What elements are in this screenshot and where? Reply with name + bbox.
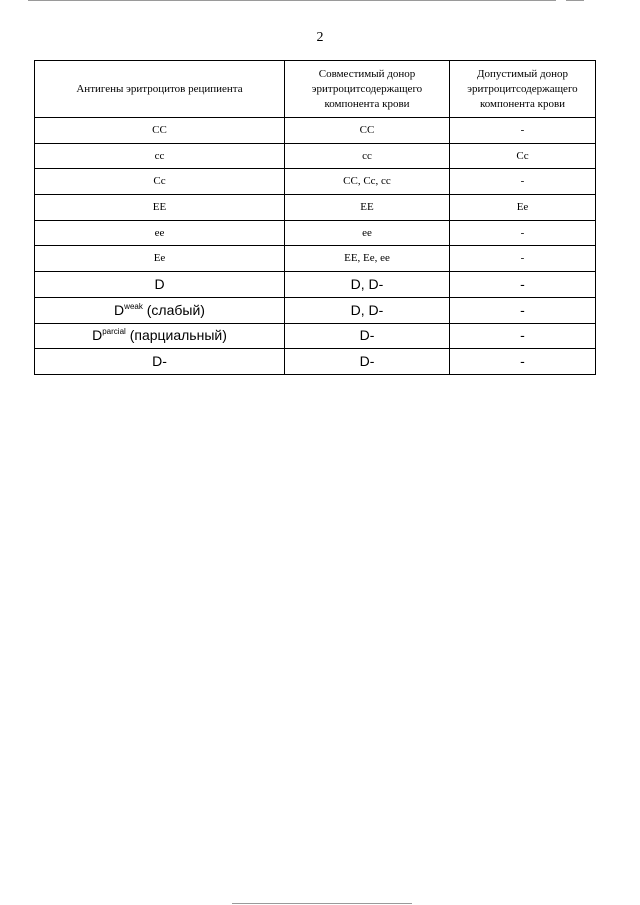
scan-top-rule xyxy=(28,0,556,1)
acceptable-cell: Ee xyxy=(450,195,596,221)
recipient-cell xyxy=(35,297,285,323)
table-row xyxy=(35,246,596,272)
compatible-cell: CC xyxy=(285,118,450,144)
acceptable-cell: - xyxy=(450,246,596,272)
recipient-cell: D- xyxy=(35,349,285,375)
recipient-cell xyxy=(35,323,285,349)
recipient-cell: Cc xyxy=(35,169,285,195)
recipient-base: D xyxy=(92,327,103,344)
table-row xyxy=(35,220,596,246)
recipient-base: D xyxy=(114,301,125,318)
table-row xyxy=(35,143,596,169)
scan-bottom-rule xyxy=(232,903,412,904)
compatible-cell: EE, Ee, ee xyxy=(285,246,450,272)
table-row xyxy=(35,195,596,221)
recipient-cell: cc xyxy=(35,143,285,169)
acceptable-cell: - xyxy=(450,272,596,298)
recipient-cell: CC xyxy=(35,118,285,144)
compatible-cell: ee xyxy=(285,220,450,246)
compatible-cell: D- xyxy=(285,349,450,375)
acceptable-cell: - xyxy=(450,220,596,246)
recipient-superscript: weak xyxy=(124,301,143,311)
acceptable-cell: - xyxy=(450,169,596,195)
compatible-cell: D, D- xyxy=(285,272,450,298)
compatible-cell: CC, Cc, cc xyxy=(285,169,450,195)
recipient-cell: EE xyxy=(35,195,285,221)
recipient-cell: D xyxy=(35,272,285,298)
table-header-row xyxy=(35,61,596,118)
table-row xyxy=(35,169,596,195)
page-number: 2 xyxy=(316,30,324,45)
table-row xyxy=(35,323,596,349)
recipient-superscript: parcial xyxy=(102,327,126,337)
compatible-cell: EE xyxy=(285,195,450,221)
recipient-suffix: (парциальный) xyxy=(125,327,227,344)
acceptable-cell: - xyxy=(450,118,596,144)
header-acceptable-donor: Допустимый донор эритроцитсодержащего компонента крови xyxy=(450,61,596,118)
acceptable-cell: Cc xyxy=(450,143,596,169)
table-row xyxy=(35,118,596,144)
antigen-compatibility-table xyxy=(34,60,596,375)
scan-top-rule-fragment xyxy=(566,0,584,1)
acceptable-cell: - xyxy=(450,323,596,349)
header-recipient-antigens: Антигены эритроцитов реципиента xyxy=(35,61,285,118)
recipient-suffix: (слабый) xyxy=(142,301,205,318)
acceptable-cell: - xyxy=(450,349,596,375)
header-compatible-donor: Совместимый донор эритроцитсодержащего компонента крови xyxy=(285,61,450,118)
acceptable-cell: - xyxy=(450,297,596,323)
table-row xyxy=(35,349,596,375)
table-row xyxy=(35,272,596,298)
compatible-cell: D- xyxy=(285,323,450,349)
recipient-cell: Ee xyxy=(35,246,285,272)
recipient-cell: ee xyxy=(35,220,285,246)
table-row xyxy=(35,297,596,323)
compatible-cell: cc xyxy=(285,143,450,169)
compatible-cell: D, D- xyxy=(285,297,450,323)
